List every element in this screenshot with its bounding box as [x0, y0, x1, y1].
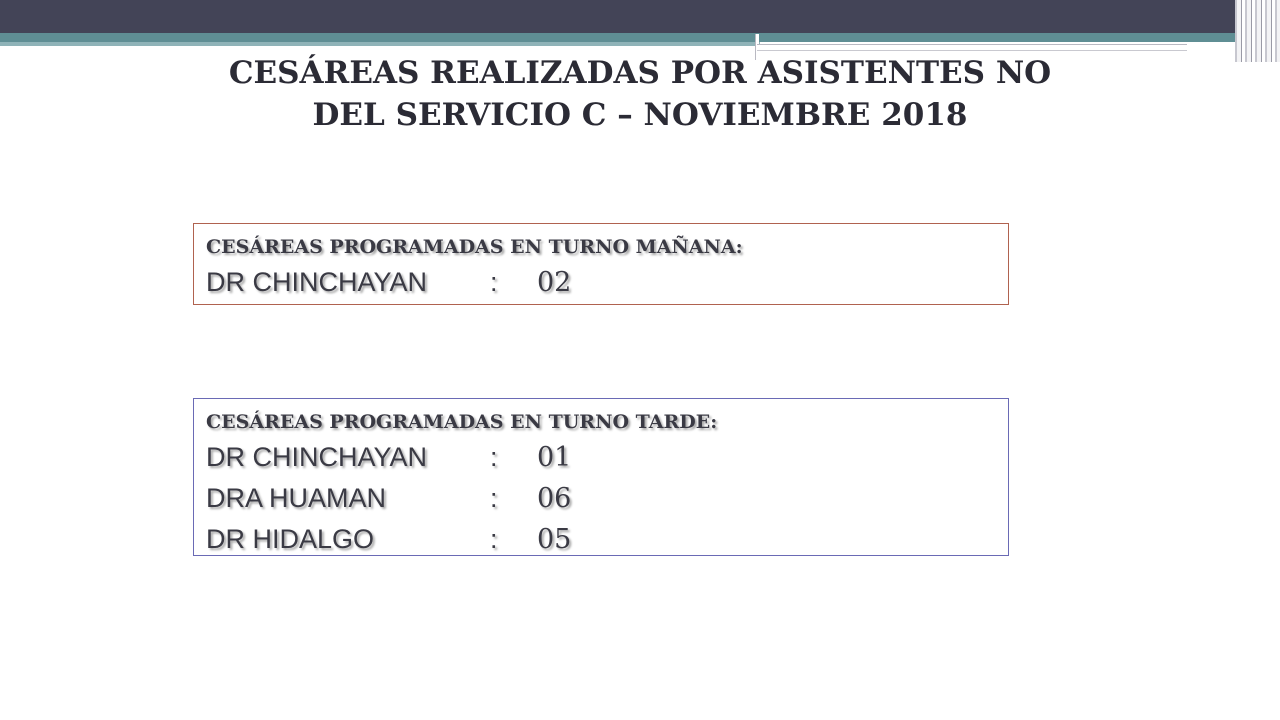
doctor-name: DR CHINCHAYAN: [206, 442, 428, 472]
separator: :: [490, 442, 498, 472]
teal-band: [0, 33, 1280, 42]
slide-title-line-2: DEL SERVICIO C – NOVIEMBRE 2018: [312, 97, 968, 133]
top-bar: [0, 0, 1280, 33]
accent-line: [757, 44, 1187, 51]
slide-title: [140, 52, 1140, 136]
corner-stripes: [1235, 0, 1280, 62]
morning-shift-box: [193, 223, 1009, 305]
teal-accent-line: [0, 42, 760, 46]
cesarean-count: 05: [537, 524, 572, 555]
doctor-name: DRA HUAMAN: [206, 483, 387, 513]
afternoon-shift-heading: CESÁREAS PROGRAMADAS EN TURNO TARDE:: [206, 411, 718, 433]
afternoon-shift-box: [193, 398, 1009, 556]
cesarean-count: 06: [537, 483, 572, 514]
afternoon-row: [206, 437, 996, 478]
separator: :: [490, 524, 498, 554]
cesarean-count: 02: [537, 267, 572, 298]
cesarean-count: 01: [537, 442, 572, 473]
slide-title-line-1: CESÁREAS REALIZADAS POR ASISTENTES NO: [228, 55, 1052, 91]
morning-shift-heading: CESÁREAS PROGRAMADAS EN TURNO MAÑANA:: [206, 236, 743, 258]
doctor-name: DR HIDALGO: [206, 524, 375, 554]
separator: :: [490, 267, 498, 297]
afternoon-row: [206, 478, 996, 519]
afternoon-row: [206, 519, 996, 560]
separator: :: [490, 483, 498, 513]
morning-row: [206, 262, 996, 303]
doctor-name: DR CHINCHAYAN: [206, 267, 428, 297]
